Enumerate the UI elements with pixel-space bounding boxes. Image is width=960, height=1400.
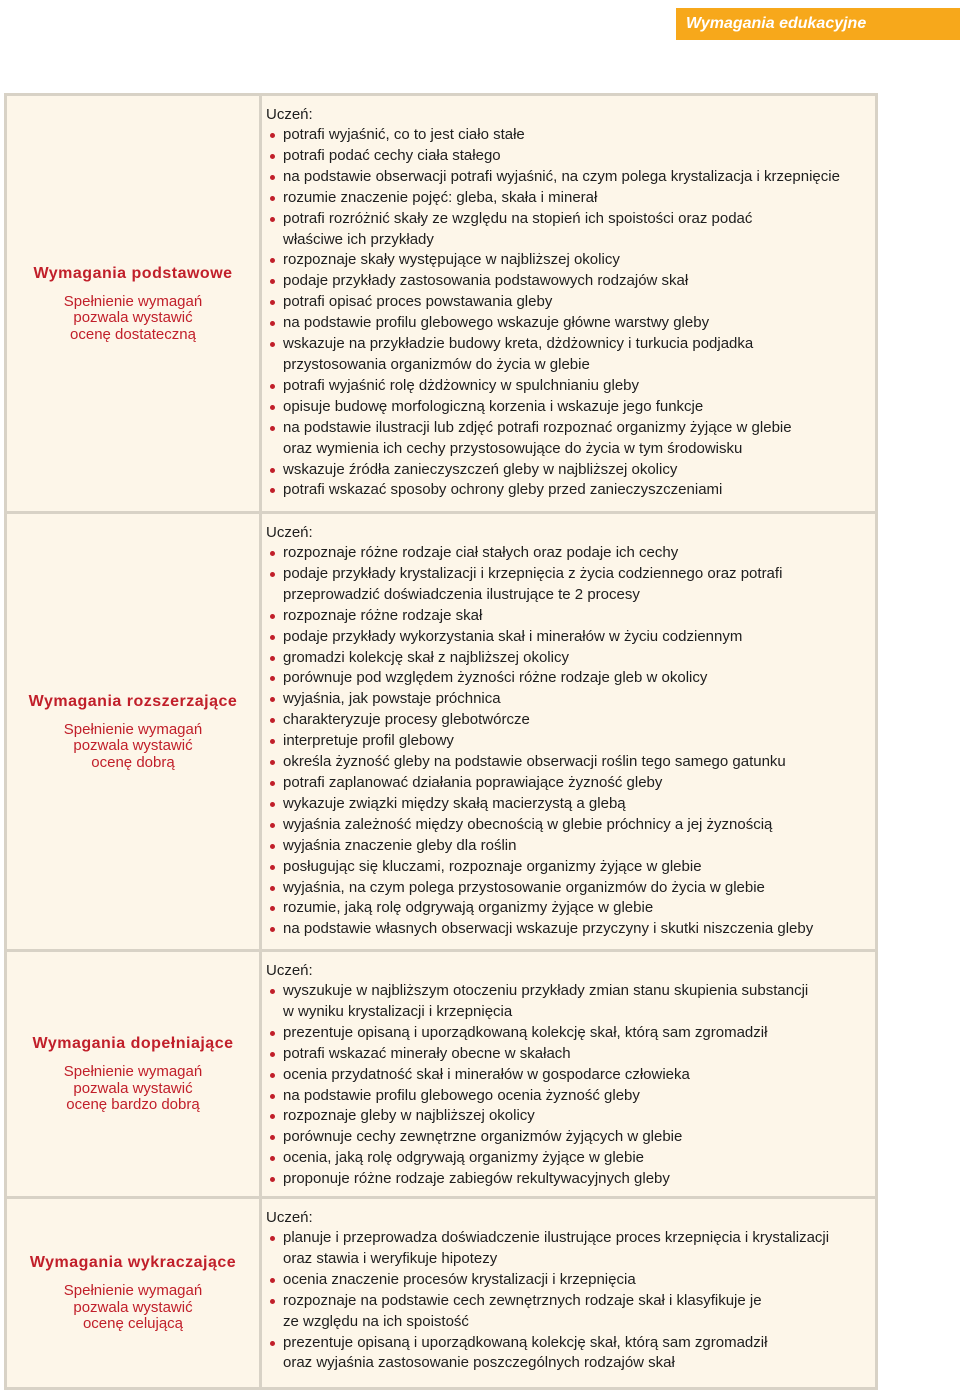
list-item: potrafi wyjaśnić, co to jest ciało stałe — [266, 125, 875, 146]
level-grade-note: Spełnienie wymagań pozwala wystawić ocenę bardzo dobrą — [63, 1063, 203, 1114]
level-title: Wymagania podstawowe — [33, 264, 233, 282]
level-cell — [7, 514, 259, 949]
list-item: ocenia przydatność skał i minerałów w gospodarce człowieka — [266, 1065, 875, 1086]
level-grade-note: Spełnienie wymagań pozwala wystawić ocenę dobrą — [63, 720, 203, 771]
list-item: charakteryzuje procesy glebotwórcze — [266, 710, 875, 731]
list-item: na podstawie profilu glebowego wskazuje główne warstwy gleby — [266, 313, 875, 334]
student-label: Uczeń: — [266, 962, 313, 979]
list-item: wyjaśnia zależność między obecnością w glebie próchnicy a jej żyznością — [266, 815, 875, 836]
list-item: planuje i przeprowadza doświadczenie ilustrujące proces krzepnięcia i krystalizacji oraz stawia i weryfikuje hipotezy — [266, 1228, 875, 1270]
list-item: porównuje cechy zewnętrzne organizmów żyjących w glebie — [266, 1127, 875, 1148]
list-item: opisuje budowę morfologiczną korzenia i wskazuje jego funkcje — [266, 397, 875, 418]
list-item: proponuje różne rodzaje zabiegów rekultywacyjnych gleby — [266, 1169, 875, 1190]
student-label: Uczeń: — [266, 524, 313, 541]
list-item: na podstawie ilustracji lub zdjęć potrafi rozpoznać organizmy żyjące w glebie oraz wymienia ich cechy przystosowujące do życia w tym środowisku — [266, 418, 875, 460]
requirements-list — [266, 981, 875, 1190]
requirements-list — [266, 543, 875, 940]
level-title: Wymagania dopełniające — [32, 1035, 234, 1053]
list-item: rozumie, jaką rolę odgrywają organizmy żyjące w glebie — [266, 898, 875, 919]
list-item: na podstawie własnych obserwacji wskazuje przyczyny i skutki niszczenia gleby — [266, 919, 875, 940]
requirements-table — [4, 93, 878, 1390]
list-item: posługując się kluczami, rozpoznaje organizmy żyjące w glebie — [266, 857, 875, 878]
list-item: określa żyzność gleby na podstawie obserwacji roślin tego samego gatunku — [266, 752, 875, 773]
list-item: wykazuje związki między skałą macierzystą a glebą — [266, 794, 875, 815]
list-item: potrafi podać cechy ciała stałego — [266, 146, 875, 167]
level-cell — [7, 96, 259, 511]
list-item: potrafi zaplanować działania poprawiające żyzność gleby — [266, 773, 875, 794]
list-item: potrafi wskazać sposoby ochrony gleby przed zanieczyszczeniami — [266, 480, 875, 501]
list-item: na podstawie profilu glebowego ocenia żyzność gleby — [266, 1086, 875, 1107]
list-item: ocenia, jaką rolę odgrywają organizmy żyjące w glebie — [266, 1148, 875, 1169]
list-item: podaje przykłady wykorzystania skał i minerałów w życiu codziennym — [266, 627, 875, 648]
list-item: potrafi rozróżnić skały ze względu na stopień ich spoistości oraz podać właściwe ich przykłady — [266, 209, 875, 251]
list-item: prezentuje opisaną i uporządkowaną kolekcję skał, którą sam zgromadził oraz wyjaśnia zastosowanie poszczególnych rodzajów skał — [266, 1333, 875, 1375]
list-item: podaje przykłady krystalizacji i krzepnięcia z życia codziennego oraz potrafi przeprowadzić doświadczenia ilustrujące te 2 procesy — [266, 564, 875, 606]
level-cell — [7, 1199, 259, 1387]
requirements-cell — [262, 952, 875, 1196]
level-title: Wymagania rozszerzające — [28, 692, 238, 710]
requirements-cell — [262, 96, 875, 511]
requirements-row-extended — [7, 514, 875, 949]
level-cell — [7, 952, 259, 1196]
list-item: rozpoznaje na podstawie cech zewnętrznych rodzaje skał i klasyfikuje je ze względu na ich spoistość — [266, 1291, 875, 1333]
list-item: ocenia znaczenie procesów krystalizacji i krzepnięcia — [266, 1270, 875, 1291]
requirements-row-exceeding — [7, 1199, 875, 1387]
student-label: Uczeń: — [266, 106, 313, 123]
list-item: porównuje pod względem żyzności różne rodzaje gleb w okolicy — [266, 668, 875, 689]
list-item: rozpoznaje skały występujące w najbliższej okolicy — [266, 250, 875, 271]
requirements-row-complementary — [7, 952, 875, 1196]
list-item: wyszukuje w najbliższym otoczeniu przykłady zmian stanu skupienia substancji w wyniku krystalizacji i krzepnięcia — [266, 981, 875, 1023]
list-item: potrafi wyjaśnić rolę dżdżownicy w spulchnianiu gleby — [266, 376, 875, 397]
level-grade-note: Spełnienie wymagań pozwala wystawić ocenę celującą — [63, 1282, 203, 1333]
list-item: wskazuje na przykładzie budowy kreta, dżdżownicy i turkucia podjadka przystosowania organizmów do życia w glebie — [266, 334, 875, 376]
list-item: wyjaśnia, jak powstaje próchnica — [266, 689, 875, 710]
list-item: gromadzi kolekcję skał z najbliższej okolicy — [266, 648, 875, 669]
list-item: wyjaśnia znaczenie gleby dla roślin — [266, 836, 875, 857]
list-item: rozpoznaje różne rodzaje ciał stałych oraz podaje ich cechy — [266, 543, 875, 564]
list-item: wskazuje źródła zanieczyszczeń gleby w najbliższej okolicy — [266, 460, 875, 481]
header-tab: Wymagania edukacyjne — [676, 8, 960, 40]
list-item: wyjaśnia, na czym polega przystosowanie organizmów do życia w glebie — [266, 878, 875, 899]
list-item: potrafi wskazać minerały obecne w skałach — [266, 1044, 875, 1065]
requirements-list — [266, 125, 875, 501]
list-item: na podstawie obserwacji potrafi wyjaśnić, na czym polega krystalizacja i krzepnięcie — [266, 167, 875, 188]
requirements-list — [266, 1228, 875, 1374]
list-item: rozpoznaje gleby w najbliższej okolicy — [266, 1106, 875, 1127]
list-item: podaje przykłady zastosowania podstawowych rodzajów skał — [266, 271, 875, 292]
requirements-cell — [262, 1199, 875, 1387]
list-item: rozumie znaczenie pojęć: gleba, skała i minerał — [266, 188, 875, 209]
list-item: interpretuje profil glebowy — [266, 731, 875, 752]
list-item: rozpoznaje różne rodzaje skał — [266, 606, 875, 627]
level-title: Wymagania wykraczające — [29, 1254, 237, 1272]
requirements-row-basic — [7, 96, 875, 511]
level-grade-note: Spełnienie wymagań pozwala wystawić ocenę dostateczną — [63, 292, 203, 343]
requirements-cell — [262, 514, 875, 949]
list-item: potrafi opisać proces powstawania gleby — [266, 292, 875, 313]
list-item: prezentuje opisaną i uporządkowaną kolekcję skał, którą sam zgromadził — [266, 1023, 875, 1044]
student-label: Uczeń: — [266, 1209, 313, 1226]
